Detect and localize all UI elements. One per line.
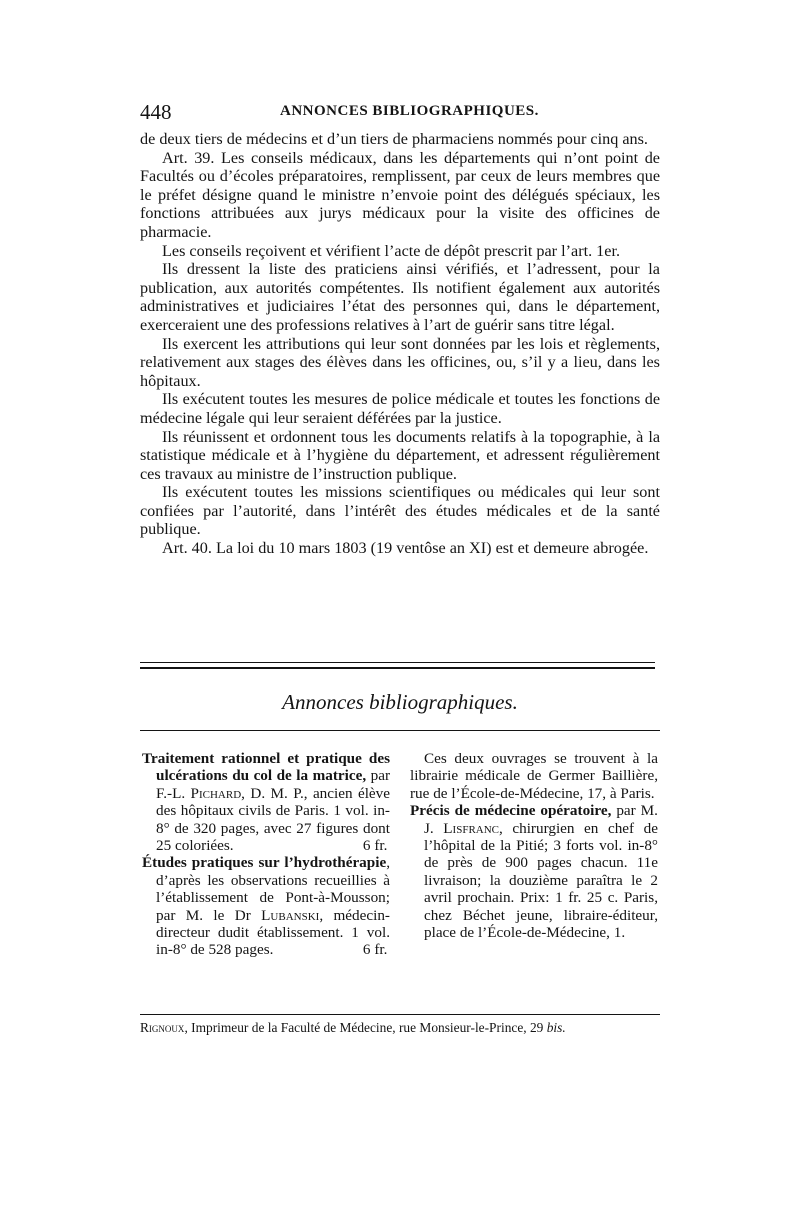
paragraph: Ils exécutent toutes les missions scientifiques ou médicales qui leur sont confiées par l’autorité, dans l’intérêt des études médicales et de la santé publique. xyxy=(140,483,660,539)
imprint-text: , Imprimeur de la Faculté de Médecine, rue Monsieur-le-Prince, 29 xyxy=(184,1020,547,1035)
paragraph: Ils dressent la liste des praticiens ainsi vérifiés, et l’adressent, pour la publication, aux autorités compétentes. Ils notifient également aux autorités administratives et judiciaires l’état des personnes qui, dans le département, exerceraient une des professions relatives à l’art de guérir sans titre légal. xyxy=(140,260,660,334)
entry-text: Ces deux ouvrages se trouvent à la librairie médicale de Germer Baillière, rue de l’École-de-Médecine, 17, à Paris. xyxy=(410,750,658,802)
paragraph: Ils exécutent toutes les mesures de police médicale et toutes les fonctions de médecine légale qui leur seraient déférées par la justice. xyxy=(140,390,660,427)
announcement-entry xyxy=(410,802,658,941)
paragraph: Les conseils reçoivent et vérifient l’acte de dépôt prescrit par l’art. 1er. xyxy=(162,241,620,260)
announcement-entry xyxy=(142,854,390,958)
paragraph: Ils exercent les attributions qui leur sont données par les lois et règlements, relativement aux stages des élèves dans les officines, ou, s’il y a lieu, dans les hôpitaux. xyxy=(140,334,660,390)
page-number: 448 xyxy=(140,100,172,124)
entry-author: F.-L. Pichard xyxy=(156,784,242,802)
printer-imprint xyxy=(140,1020,670,1036)
entry-price: 6 fr. xyxy=(362,837,388,855)
announcement-entry xyxy=(410,750,658,802)
announcement-entry xyxy=(142,750,390,854)
entry-text: , d’après les observations recueillies à l’établissement de Pont-à-Mousson; par M. le Dr xyxy=(156,854,390,924)
announcements-left-column xyxy=(142,750,390,959)
entry-text: par xyxy=(366,767,390,785)
body-text xyxy=(140,130,660,558)
section-title: Annonces bibliographiques. xyxy=(282,690,518,714)
entry-title: Études pratiques sur l’hydrothérapie xyxy=(142,854,387,872)
paragraph: de deux tiers de médecins et d’un tiers de pharmaciens nommés pour cinq ans. xyxy=(140,130,648,148)
paragraph: Ils réunissent et ordonnent tous les documents relatifs à la topographie, à la statistique médicale et à l’hygiène du département, et adressent régulièrement ces travaux au ministre de l’instruction publique. xyxy=(140,427,660,483)
announcements-right-column xyxy=(410,750,658,941)
entry-author: Lubanski xyxy=(261,906,320,924)
section-divider xyxy=(140,730,660,731)
double-divider xyxy=(140,662,655,669)
entry-title: Traitement rationnel et pratique des ulcérations du col de la matrice, xyxy=(142,750,390,785)
entry-author: Lisfranc xyxy=(443,819,500,837)
running-head xyxy=(140,100,660,122)
footer-divider xyxy=(140,1014,660,1015)
imprint-suffix: bis. xyxy=(546,1020,566,1035)
printer-name: Rignoux xyxy=(140,1020,185,1035)
entry-price: 6 fr. xyxy=(362,941,388,959)
entry-text: , D. M. P., ancien élève des hôpitaux civils de Paris. 1 vol. in-8° de 320 pages, avec 27 figures dont 25 coloriées. xyxy=(156,784,390,855)
paragraph: Art. 39. Les conseils médicaux, dans les départements qui n’ont point de Facultés ou d’écoles préparatoires, remplissent, par ceux de leurs membres que le préfet désigne quand le ministre n’envoie point des délégués spéciaux, les fonctions attribuées aux jurys médicaux pour la visite des officines de pharmacie. xyxy=(140,148,660,241)
entry-text: par M. J. xyxy=(424,802,658,837)
running-title: ANNONCES BIBLIOGRAPHIQUES. xyxy=(280,103,539,119)
entry-title: Précis de médecine opératoire, xyxy=(410,802,612,820)
paragraph: Art. 40. La loi du 10 mars 1803 (19 ventôse an XI) est et demeure abrogée. xyxy=(162,539,649,558)
entry-text: , chirurgien en chef de l’hôpital de la Pitié; 3 forts vol. in-8° de près de 900 pages chacun. 11e livraison; la douzième paraîtra le 2 avril prochain. Prix: 1 fr. 25 c. Paris, chez Béchet jeune, libraire-éditeur, place de l’École-de-Médecine, 1. xyxy=(424,819,658,942)
entry-text: , médecin-directeur dudit établissement. 1 vol. in-8° de 528 pages. xyxy=(156,906,390,959)
